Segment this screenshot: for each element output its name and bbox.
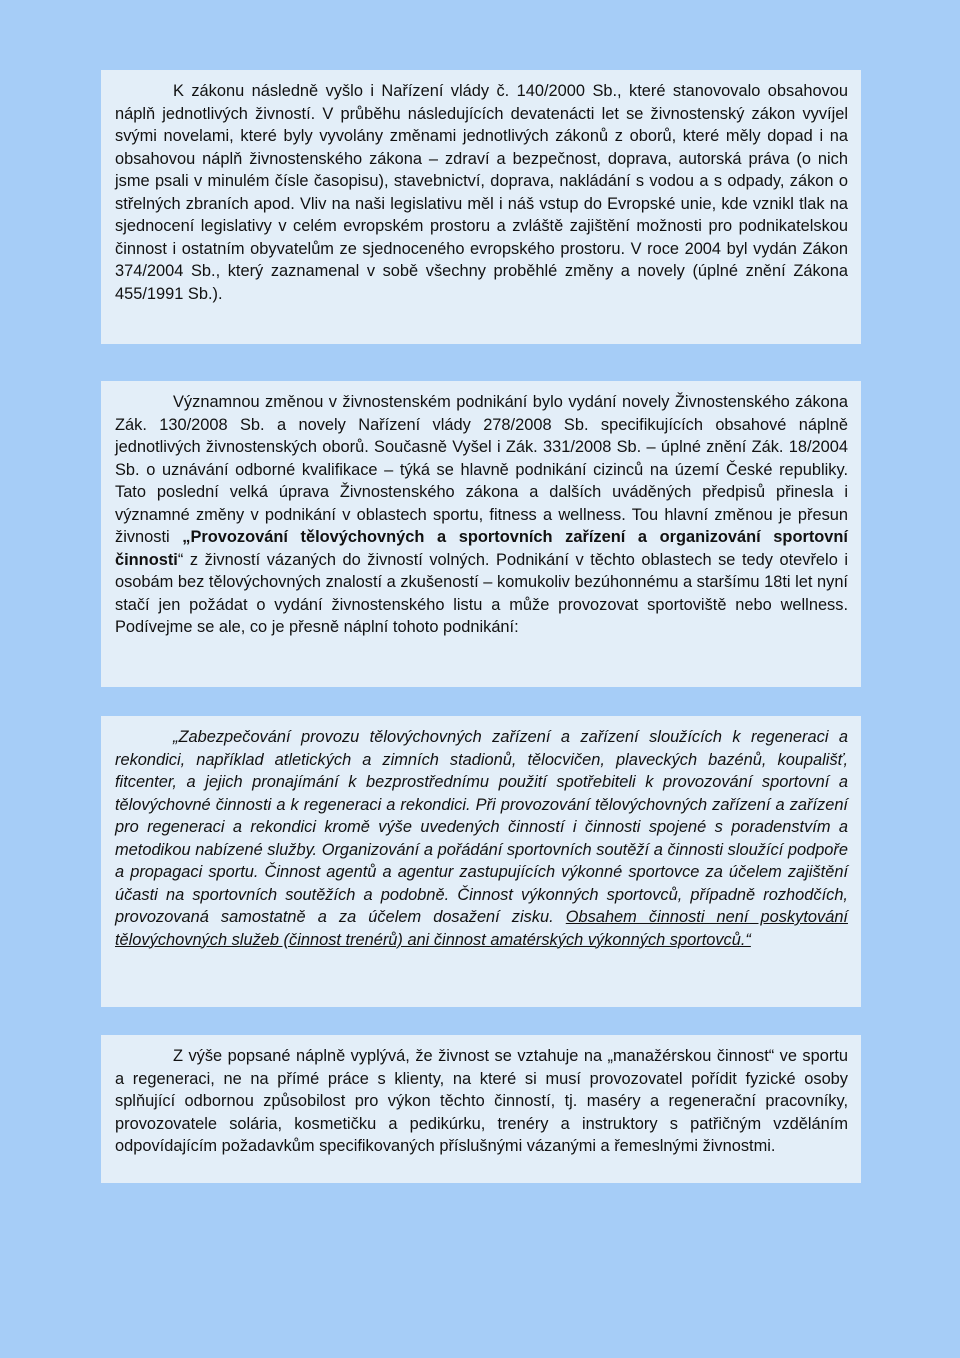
text-section-4 bbox=[101, 1035, 861, 1183]
quoted-definition-section bbox=[101, 716, 861, 1007]
paragraph bbox=[115, 80, 848, 305]
paragraph-text: Z výše popsané náplně vyplývá, že živnost se vztahuje na „manažérskou činnost“ ve sportu a regeneraci, ne na přímé práce s klienty, na které si musí provozovatel pořídit fyzické osoby splňující odbornou způsobilost pro výkon těchto činností, tj. maséry a regenerační pracovníky, provozovatele solária, kosmetičku a pedikúrku, trenéry a instruktory s patřičným vzděláním odpovídajícím požadavkům specifikovaných příslušnými vázanými a řemeslnými živnostmi. bbox=[115, 1047, 848, 1155]
bold-phrase: „Provozování tělovýchovných a sportovních zařízení a organizování sportovní činnosti bbox=[115, 528, 848, 569]
paragraph bbox=[115, 391, 848, 639]
paragraph-text-continued: “ z živností vázaných do živností volných. Podnikání v těchto oblastech se tedy otevřelo i osobám bez tělovýchovných znalostí a zkušeností – komukoliv bezúhonnému a staršímu 18ti let nyní stačí jen požádat o vydání živnostenského listu a může provozovat sportoviště nebo wellness. Podívejme se ale, co je přesně náplní tohoto podnikání: bbox=[115, 550, 848, 636]
paragraph-text: Významnou změnou v živnostenském podnikání bylo vydání novely Živnostenského zákona Zák. 130/2008 Sb. a novely Nařízení vlády 278/2008 Sb. specifikujících obsahové náplně jednotlivých živnostenských oborů. Současně Vyšel i Zák. 331/2008 Sb. – úplné znění Zák. 18/2004 Sb. o uznávání odborné kvalifikace – týká se hlavně podnikání cizinců na území České republiky. Tato poslední velká úprava Živnostenského zákona a dalších uváděných předpisů přinesla i významné změny v podnikání v oblastech sportu, fitness a wellness. Tou hlavní změnou je přesun živnosti bbox=[115, 393, 848, 546]
text-section-2 bbox=[101, 381, 861, 687]
paragraph-text: K zákonu následně vyšlo i Nařízení vlády č. 140/2000 Sb., které stanovovalo obsahovou náplň jednotlivých živností. V průběhu následujících devatenácti let se živnostenský zákon vyvíjel svými novelami, které byly vyvolány změnami jednotlivých zákonů z oborů, které měly dopad i na obsahovou náplň živnostenského zákona – zdraví a bezpečnost, doprava, autorská práva (o nich jsme psali v minulém čísle časopisu), stavebnictví, doprava, nakládání s vodou a s odpady, zákon o střelných zbraních apod. Vliv na naši legislativu měl i náš vstup do Evropské unie, kde vznikl tlak na sjednocení legislativy v celém evropském prostoru a zvláště zajištění možnosti pro podnikatelskou činnost i ostatním obyvatelům ze sjednoceného evropského prostoru. V roce 2004 byl vydán Zákon 374/2004 Sb., který zaznamenal v sobě všechny proběhlé změny a novely (úplné znění Zákona 455/1991 Sb.). bbox=[115, 82, 848, 303]
quote-text: „Zabezpečování provozu tělovýchovných zařízení a zařízení sloužících k regeneraci a rekondici, například atletických a zimních stadionů, tělocvičen, plaveckých bazénů, koupališť, fitcenter, a jejich pronajímání k bezprostřednímu použití spotřebiteli k provozování sportovní a tělovýchovné činnosti a k regeneraci a rekondici. Při provozování tělovýchovných zařízení a zařízení pro regeneraci a rekondici kromě výše uvedených činností i činnosti spojené s poradenstvím a metodikou nabízené služby. Organizování a pořádání sportovních soutěží a činnosti sloužící podpoře a propagaci sportu. Činnost agentů a agentur zastupujících výkonné sportovce za účelem zajištění účasti na sportovních soutěžích a podobně. Činnost výkonných sportovců, případně rozhodčích, provozovaná samostatně a za účelem dosažení zisku. bbox=[115, 728, 848, 926]
quote-paragraph bbox=[115, 726, 848, 951]
text-section-1 bbox=[101, 70, 861, 344]
underlined-sentence: Obsahem činnosti není poskytování tělovýchovných služeb (činnost trenérů) ani činnost amatérských výkonných sportovců.“ bbox=[115, 908, 848, 949]
paragraph bbox=[115, 1045, 848, 1158]
